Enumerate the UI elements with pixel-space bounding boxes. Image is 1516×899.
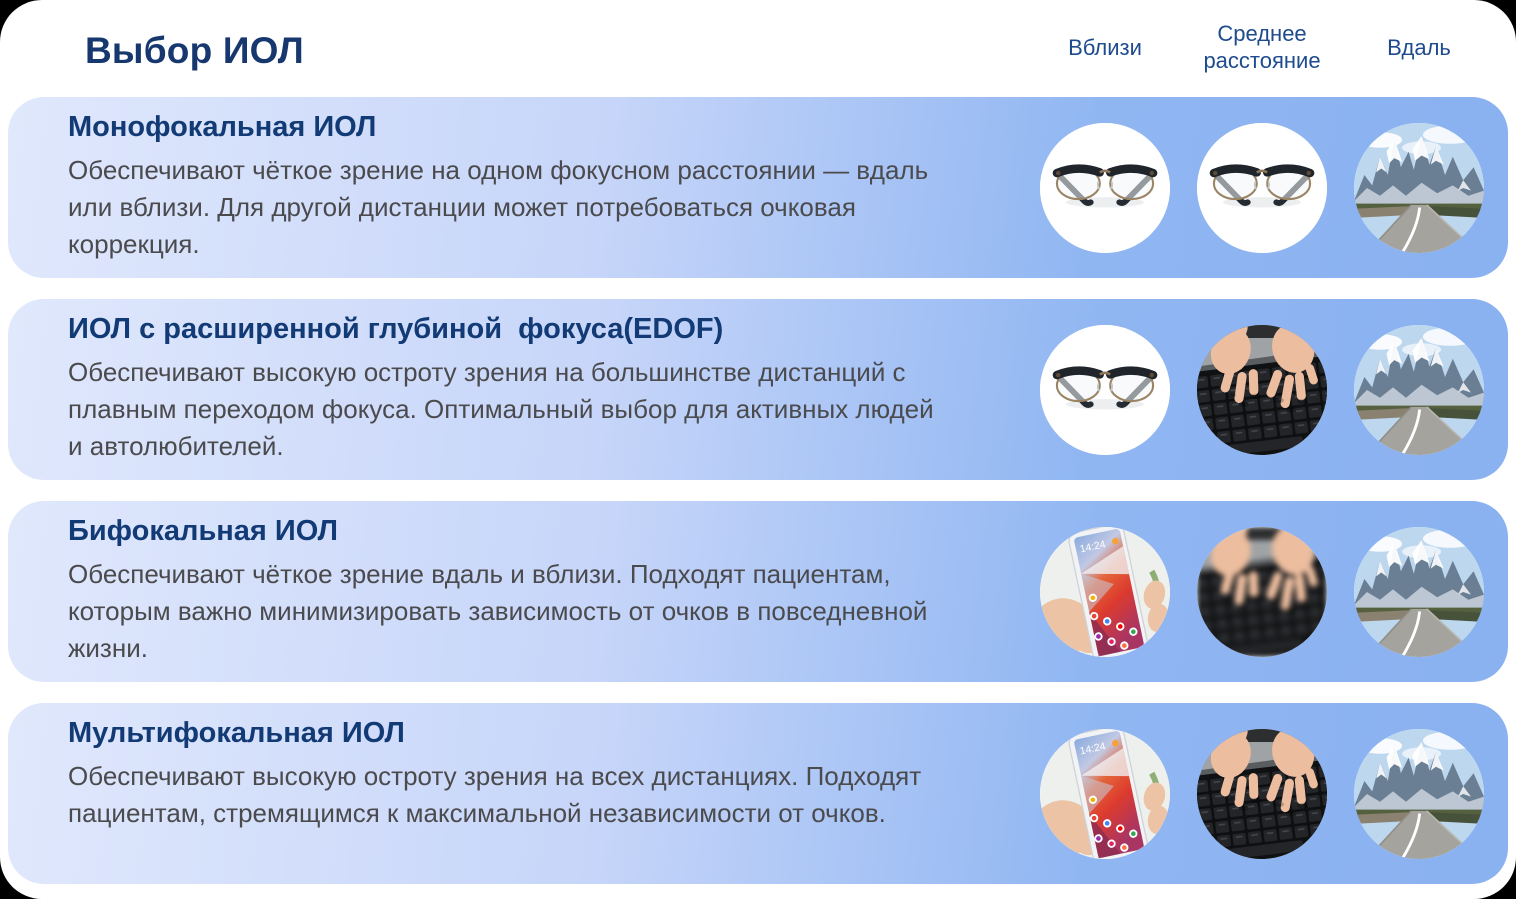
glasses-icon [1040, 123, 1170, 253]
glasses-image [1040, 325, 1170, 455]
phone-hand-icon [1040, 729, 1170, 859]
card-description: Обеспечивают чёткое зрение вдаль и вблизи. Подходят пациентам, которым важно минимизировать зависимость от очков в повседневной жизни. [68, 559, 928, 663]
card-description: Обеспечивают чёткое зрение на одном фокусном расстоянии — вдаль или вблизи. Для другой дистанции может потребоваться очковая коррекция. [68, 155, 929, 259]
mountain-road-icon [1354, 123, 1484, 253]
card-images [1040, 325, 1484, 455]
card-bifocal [8, 501, 1508, 682]
column-header-near: Вблизи [1068, 34, 1142, 60]
keyboard-hands-image [1197, 527, 1327, 657]
card-title: Бифокальная ИОЛ [68, 515, 338, 547]
keyboard-hands-image [1197, 729, 1327, 859]
card-title: Монофокальная ИОЛ [68, 111, 377, 143]
phone-hand-image [1040, 527, 1170, 657]
card-title: ИОЛ с расширенной глубиной фокуса(EDOF) [68, 313, 724, 345]
column-header-middle: Среднее расстояние [1203, 21, 1321, 73]
card-images [1040, 729, 1484, 859]
page-title: Выбор ИОЛ [85, 30, 304, 71]
card-images [1040, 123, 1484, 253]
card-multifocal [8, 703, 1508, 884]
keyboard-hands-icon [1197, 527, 1327, 657]
mountain-road-image [1354, 527, 1484, 657]
mountain-road-image [1354, 123, 1484, 253]
keyboard-hands-image [1197, 325, 1327, 455]
header [0, 0, 1516, 97]
card-description: Обеспечивают высокую остроту зрения на всех дистанциях. Подходят пациентам, стремящимся к максимальной независимости от очков. [68, 761, 922, 828]
column-header-far: Вдаль [1387, 34, 1451, 60]
card-monofocal [8, 97, 1508, 278]
card-edof [8, 299, 1508, 480]
phone-hand-image [1040, 729, 1170, 859]
card-title: Мультифокальная ИОЛ [68, 717, 405, 749]
card-images [1040, 527, 1484, 657]
mountain-road-image [1354, 729, 1484, 859]
lens-cards [0, 97, 1516, 884]
glasses-icon [1197, 123, 1327, 253]
keyboard-hands-icon [1197, 325, 1327, 455]
glasses-image [1197, 123, 1327, 253]
glasses-icon [1040, 325, 1170, 455]
column-headers [1040, 18, 1484, 76]
mountain-road-icon [1354, 527, 1484, 657]
keyboard-hands-icon [1197, 729, 1327, 859]
card-description: Обеспечивают высокую остроту зрения на большинстве дистанций с плавным переходом фокуса. Оптимальный выбор для активных людей и автолюбителей. [68, 357, 934, 461]
mountain-road-image [1354, 325, 1484, 455]
phone-hand-icon [1040, 527, 1170, 657]
glasses-image [1040, 123, 1170, 253]
mountain-road-icon [1354, 729, 1484, 859]
mountain-road-icon [1354, 325, 1484, 455]
